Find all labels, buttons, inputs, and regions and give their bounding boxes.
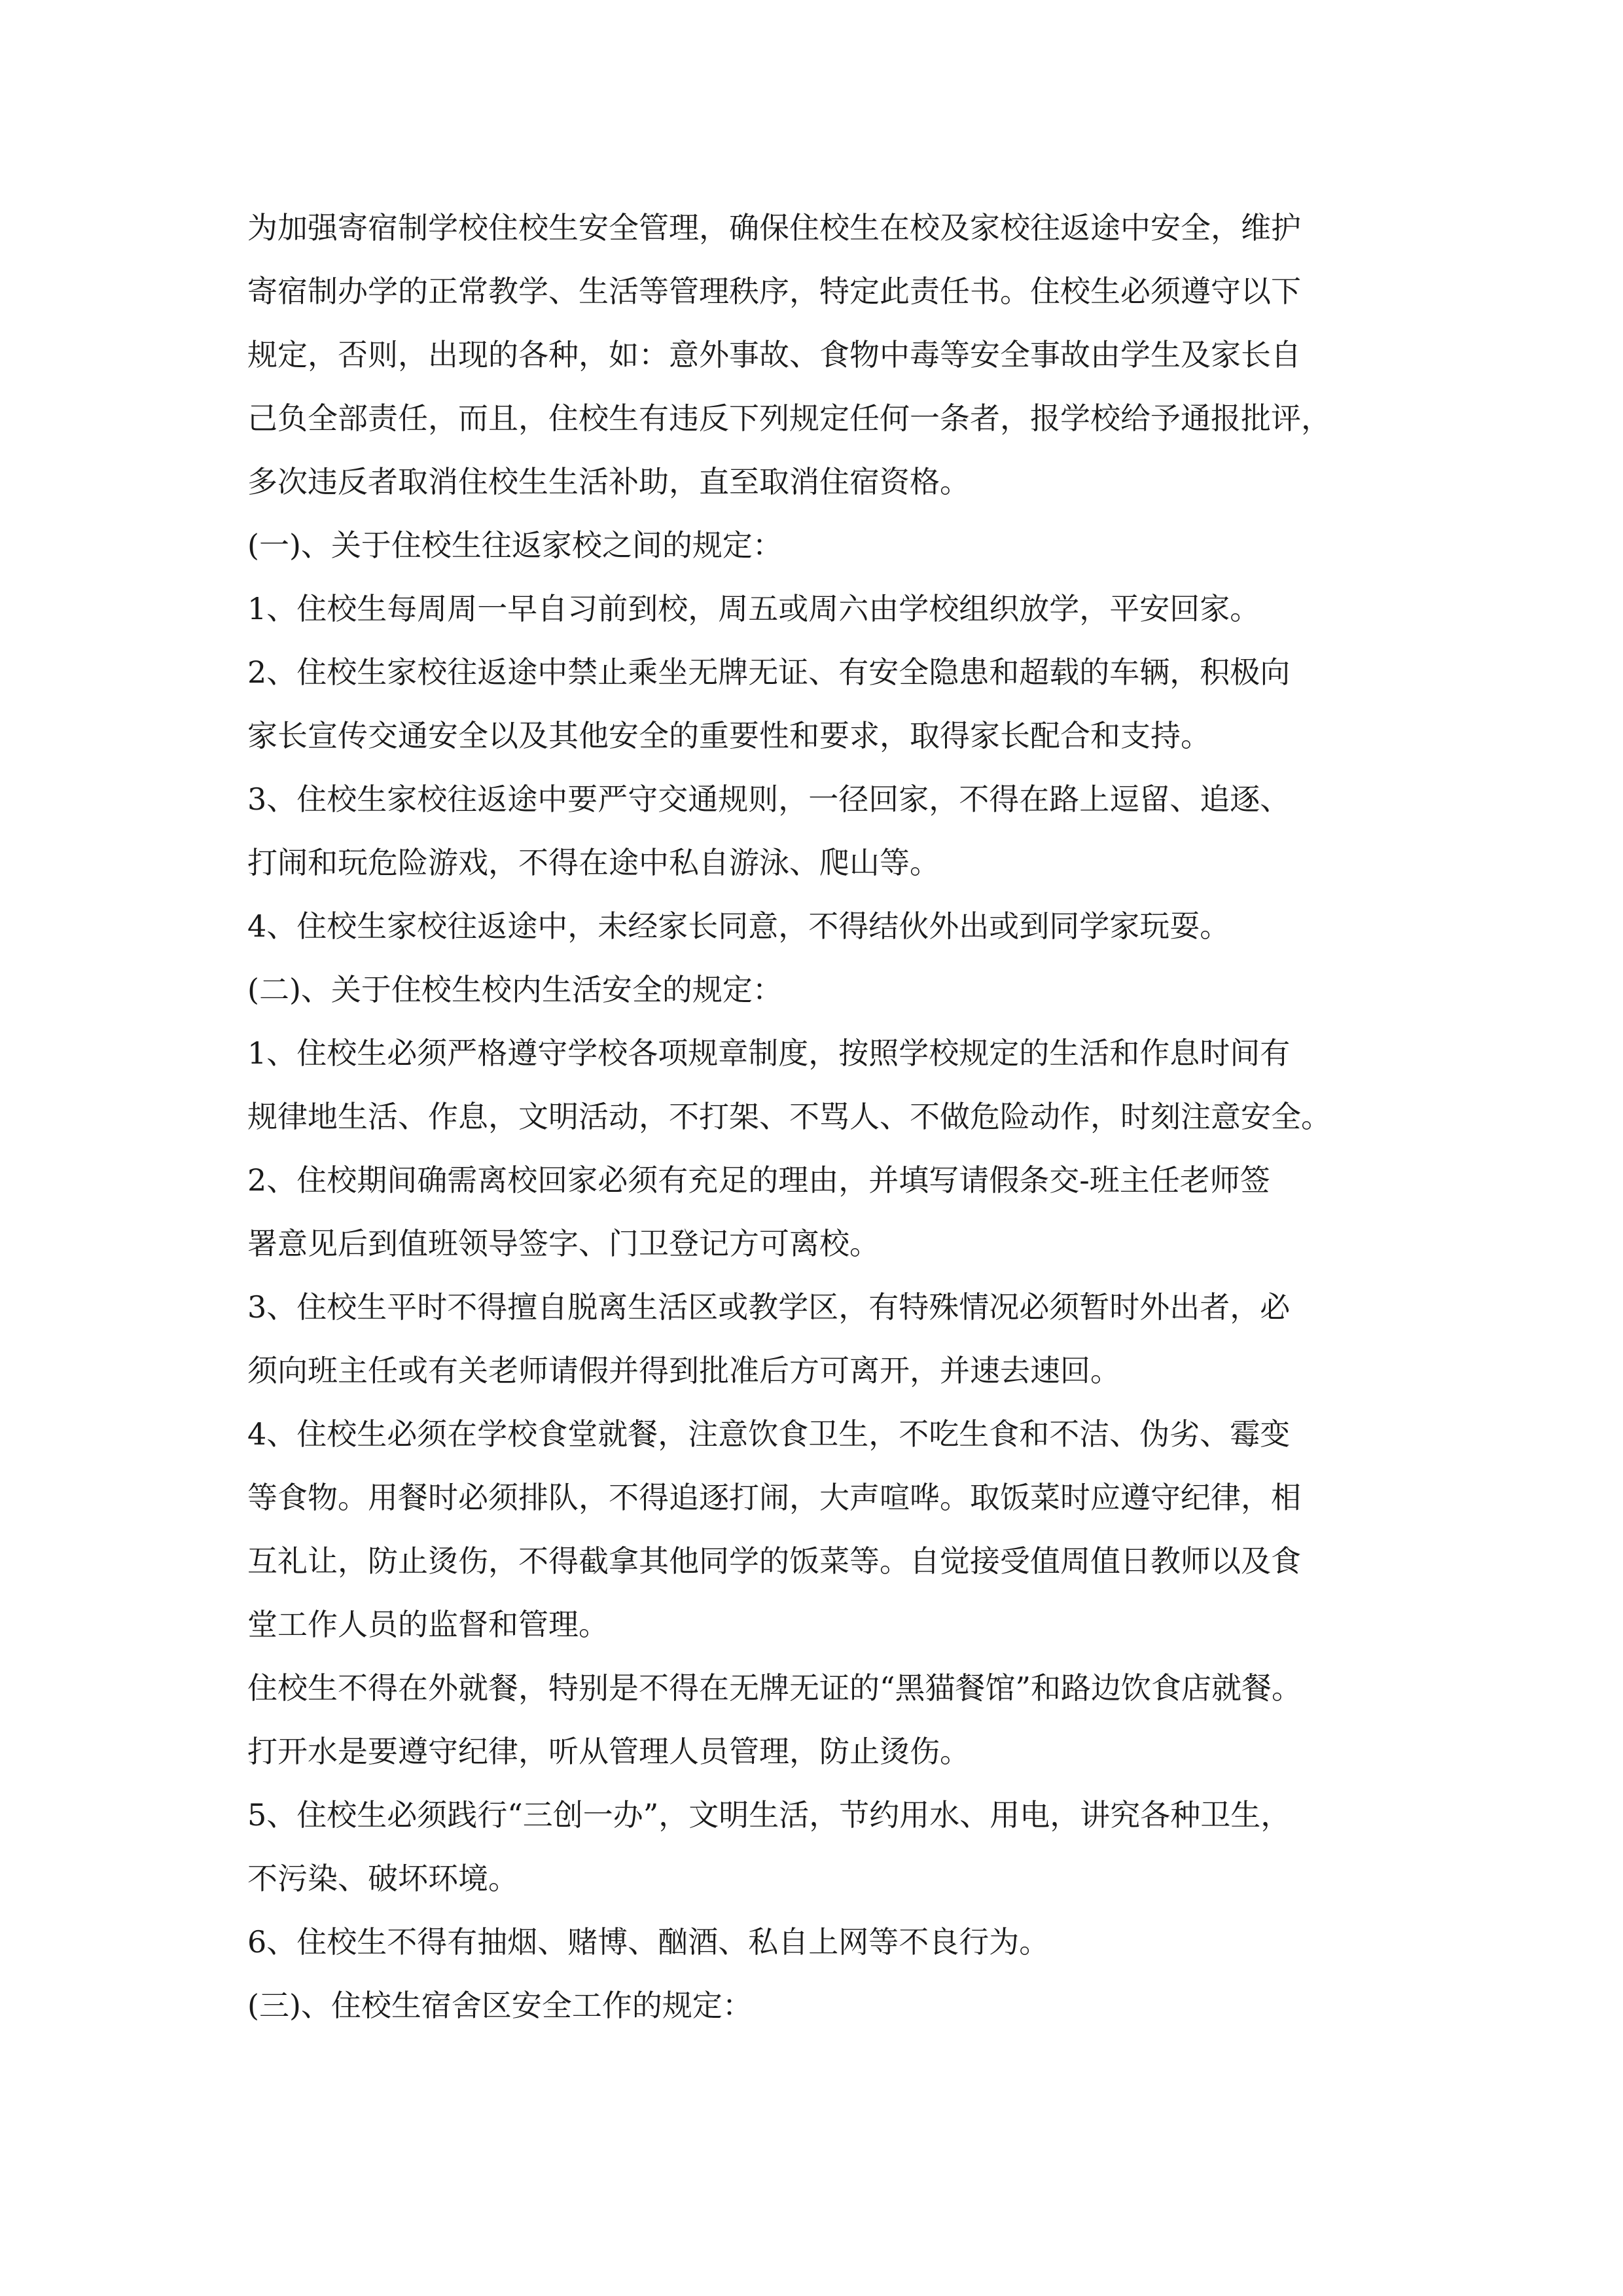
text-line: 寄宿制办学的正常教学、生活等管理秩序，特定此责任书。住校生必须遵守以下	[247, 274, 1301, 309]
text-line: 2、住校期间确需离校回家必须有充足的理由，并填写请假条交-班主任老师签	[247, 1162, 1270, 1198]
text-line: 为加强寄宿制学校住校生安全管理，确保住校生在校及家校往返途中安全，维护	[247, 210, 1301, 245]
text-line: 规定，否则，出现的各种，如：意外事故、食物中毒等安全事故由学生及家长自	[247, 337, 1301, 372]
body-text	[247, 196, 1386, 2037]
text-line: 3、住校生平时不得擅自脱离生活区或教学区，有特殊情况必须暂时外出者，必	[247, 1289, 1291, 1325]
text-line: 5、住校生必须践行“三创一办”，文明生活，节约用水、用电，讲究各种卫生，	[247, 1797, 1291, 1833]
text-line: 打闹和玩危险游戏，不得在途中私自游泳、爬山等。	[247, 845, 940, 880]
text-line: 住校生不得在外就餐，特别是不得在无牌无证的“黑猫餐馆”和路边饮食店就餐。	[247, 1670, 1302, 1706]
text-line: 1、住校生必须严格遵守学校各项规章制度，按照学校规定的生活和作息时间有	[247, 1035, 1291, 1071]
text-line: 4、住校生家校往返途中，未经家长同意，不得结伙外出或到同学家玩耍。	[247, 908, 1230, 944]
text-line: 规律地生活、作息，文明活动，不打架、不骂人、不做危险动作，时刻注意安全。	[247, 1099, 1331, 1134]
text-line: 己负全部责任，而且，住校生有违反下列规定任何一条者，报学校给予通报批评，	[247, 401, 1331, 436]
text-line: 署意见后到值班领导签字、门卫登记方可离校。	[247, 1226, 880, 1261]
section-heading: (三)、住校生宿舍区安全工作的规定：	[247, 1988, 753, 2023]
text-line: 须向班主任或有关老师请假并得到批准后方可离开，并速去速回。	[247, 1353, 1120, 1388]
text-line: 4、住校生必须在学校食堂就餐，注意饮食卫生，不吃生食和不洁、伪劣、霉变	[247, 1416, 1291, 1452]
text-line: 家长宣传交通安全以及其他安全的重要性和要求，取得家长配合和支持。	[247, 718, 1211, 753]
text-line: 1、住校生每周周一早自习前到校，周五或周六由学校组织放学，平安回家。	[247, 591, 1260, 626]
text-line: 打开水是要遵守纪律，听从管理人员管理，防止烫伤。	[247, 1734, 970, 1769]
text-line: 等食物。用餐时必须排队，不得追逐打闹，大声喧哗。取饭菜时应遵守纪律，相	[247, 1480, 1301, 1515]
text-line: 2、住校生家校往返途中禁止乘坐无牌无证、有安全隐患和超载的车辆，积极向	[247, 655, 1291, 690]
text-line: 多次违反者取消住校生生活补助，直至取消住宿资格。	[247, 464, 970, 499]
text-line: 堂工作人员的监督和管理。	[247, 1607, 609, 1642]
section-heading: (二)、关于住校生校内生活安全的规定：	[247, 972, 783, 1007]
text-line: 不污染、破坏环境。	[247, 1861, 518, 1896]
text-line: 3、住校生家校往返途中要严守交通规则，一径回家，不得在路上逗留、追逐、	[247, 781, 1291, 817]
text-line: 6、住校生不得有抽烟、赌博、酗酒、私自上网等不良行为。	[247, 1924, 1050, 1960]
text-line: 互礼让，防止烫伤，不得截拿其他同学的饭菜等。自觉接受值周值日教师以及食	[247, 1543, 1301, 1579]
section-heading: (一)、关于住校生往返家校之间的规定：	[247, 528, 783, 563]
